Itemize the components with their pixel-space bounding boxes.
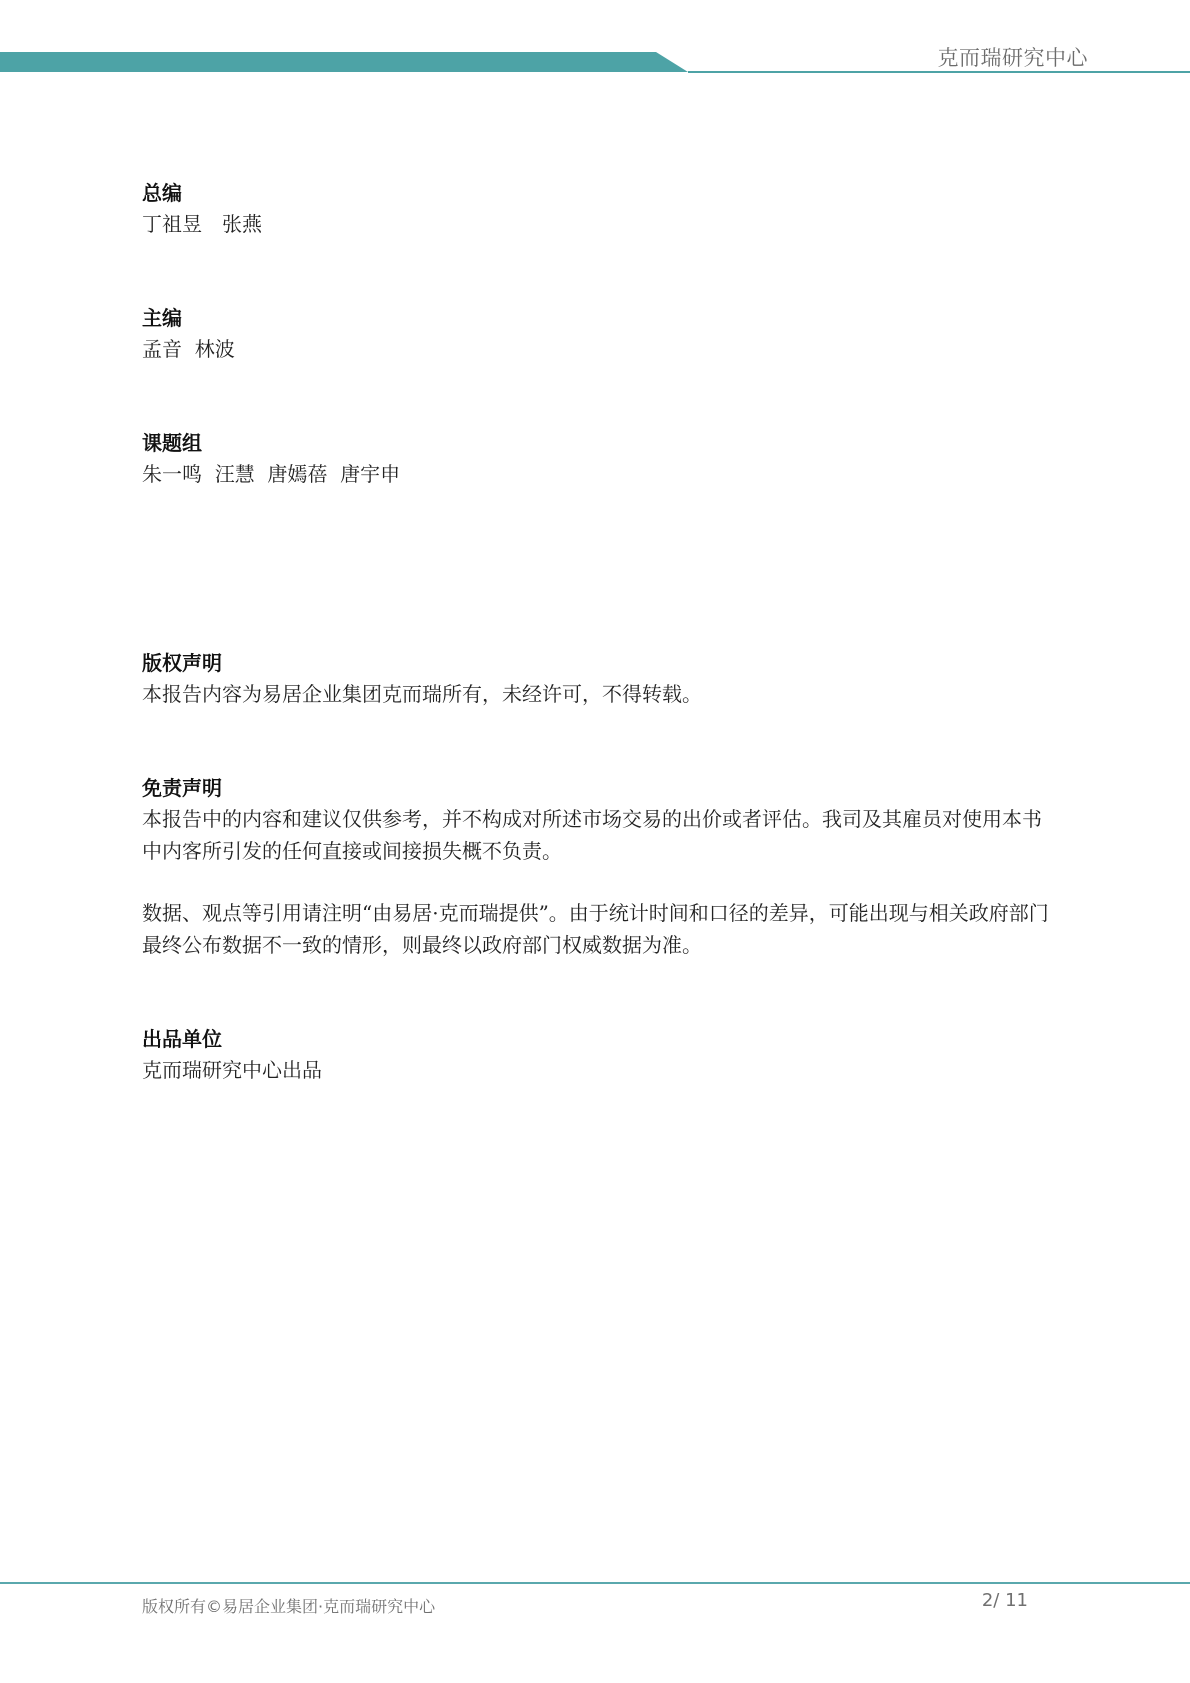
header-band-bar	[0, 52, 688, 72]
section-heading: 版权声明	[142, 651, 222, 675]
section-body-1: 本报告中的内容和建议仅供参考，并不构成对所述市场交易的出价或者评估。我司及其雇员对使用本书中内客所引发的任何直接或间接损失概不负责。	[142, 807, 1042, 863]
section-body: 克而瑞研究中心出品	[142, 1058, 322, 1082]
section-research-team	[142, 428, 1052, 490]
footer-copyright: 版权所有©易居企业集团·克而瑞研究中心	[142, 1597, 436, 1616]
page-number: 2/ 11	[981, 1590, 1028, 1611]
section-body: 朱一鸣 汪慧 唐嫣蓓 唐宇申	[142, 462, 401, 486]
header-title: 克而瑞研究中心	[937, 46, 1088, 70]
footer-divider	[0, 1582, 1190, 1584]
section-body: 丁祖昱 张燕	[142, 212, 262, 236]
section-chief-editor	[142, 303, 1052, 365]
section-body: 孟音 林波	[142, 337, 235, 361]
section-editor-in-chief	[142, 178, 1052, 240]
section-body: 本报告内容为易居企业集团克而瑞所有，未经许可，不得转载。	[142, 682, 702, 706]
section-copyright	[142, 648, 1052, 710]
section-publisher	[142, 1024, 1052, 1086]
section-disclaimer	[142, 773, 1052, 961]
section-heading: 总编	[142, 181, 182, 205]
section-body-2: 数据、观点等引用请注明“由易居·克而瑞提供”。由于统计时间和口径的差异，可能出现与相关政府部门最终公布数据不一致的情形，则最终以政府部门权威数据为准。	[142, 901, 1049, 957]
section-heading: 出品单位	[142, 1027, 222, 1051]
section-heading: 主编	[142, 306, 182, 330]
section-heading: 课题组	[142, 431, 202, 455]
section-heading: 免责声明	[142, 776, 222, 800]
